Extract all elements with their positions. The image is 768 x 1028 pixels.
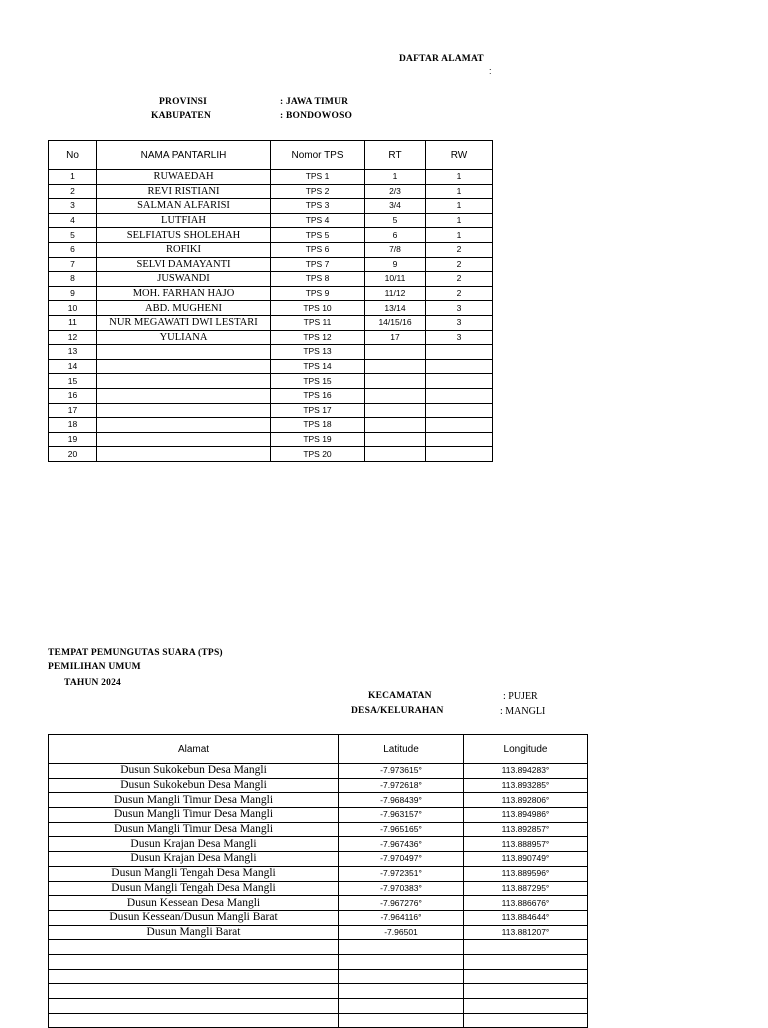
table-row bbox=[49, 954, 588, 969]
cell-tps: TPS 6 bbox=[271, 242, 365, 257]
cell-alamat: Dusun Mangli Timur Desa Mangli bbox=[49, 793, 339, 808]
cell-alamat bbox=[49, 1013, 339, 1028]
table-row bbox=[49, 272, 493, 287]
table-row bbox=[49, 330, 493, 345]
col-header-longitude: Longitude bbox=[464, 735, 588, 764]
cell-alamat: Dusun Kessean/Dusun Mangli Barat bbox=[49, 910, 339, 925]
cell-longitude: 113.894986° bbox=[464, 808, 588, 823]
cell-latitude bbox=[339, 940, 464, 955]
cell-alamat: Dusun Mangli Tengah Desa Mangli bbox=[49, 881, 339, 896]
cell-alamat bbox=[49, 969, 339, 984]
cell-longitude: 113.894283° bbox=[464, 764, 588, 779]
cell-no: 17 bbox=[49, 403, 97, 418]
cell-longitude: 113.893285° bbox=[464, 778, 588, 793]
cell-no: 6 bbox=[49, 242, 97, 257]
cell-rw: 3 bbox=[426, 315, 493, 330]
cell-no: 7 bbox=[49, 257, 97, 272]
desa-label: DESA/KELURAHAN bbox=[351, 706, 444, 716]
table-row bbox=[49, 793, 588, 808]
cell-latitude bbox=[339, 969, 464, 984]
kabupaten-label: KABUPATEN bbox=[151, 111, 212, 121]
cell-tps: TPS 4 bbox=[271, 213, 365, 228]
cell-rt: 11/12 bbox=[365, 286, 426, 301]
cell-alamat: Dusun Krajan Desa Mangli bbox=[49, 852, 339, 867]
table-row bbox=[49, 1013, 588, 1028]
cell-no: 11 bbox=[49, 315, 97, 330]
cell-latitude: -7.972351° bbox=[339, 866, 464, 881]
table-row bbox=[49, 257, 493, 272]
cell-tps: TPS 3 bbox=[271, 199, 365, 214]
cell-rt: 10/11 bbox=[365, 272, 426, 287]
cell-rw bbox=[426, 374, 493, 389]
table-row bbox=[49, 925, 588, 940]
cell-latitude bbox=[339, 1013, 464, 1028]
cell-rt: 3/4 bbox=[365, 199, 426, 214]
cell-longitude bbox=[464, 999, 588, 1014]
cell-tps: TPS 7 bbox=[271, 257, 365, 272]
cell-rw: 1 bbox=[426, 170, 493, 185]
table-row bbox=[49, 418, 493, 433]
table-row bbox=[49, 403, 493, 418]
cell-longitude bbox=[464, 969, 588, 984]
provinsi-label: PROVINSI bbox=[159, 97, 208, 107]
cell-nama bbox=[97, 388, 271, 403]
cell-rw: 2 bbox=[426, 257, 493, 272]
table-row bbox=[49, 432, 493, 447]
cell-nama: YULIANA bbox=[97, 330, 271, 345]
cell-rw bbox=[426, 345, 493, 360]
cell-rw: 1 bbox=[426, 199, 493, 214]
cell-longitude bbox=[464, 940, 588, 955]
cell-nama bbox=[97, 403, 271, 418]
cell-rw: 2 bbox=[426, 286, 493, 301]
table-row bbox=[49, 242, 493, 257]
cell-latitude: -7.972618° bbox=[339, 778, 464, 793]
col-header-latitude: Latitude bbox=[339, 735, 464, 764]
cell-rt: 13/14 bbox=[365, 301, 426, 316]
table-row bbox=[49, 447, 493, 462]
cell-nama bbox=[97, 345, 271, 360]
cell-alamat: Dusun Mangli Timur Desa Mangli bbox=[49, 822, 339, 837]
col-header-rw: RW bbox=[426, 141, 493, 170]
cell-no: 10 bbox=[49, 301, 97, 316]
cell-nama: SELFIATUS SHOLEHAH bbox=[97, 228, 271, 243]
cell-tps: TPS 16 bbox=[271, 388, 365, 403]
table-row bbox=[49, 896, 588, 911]
cell-rt bbox=[365, 403, 426, 418]
cell-latitude: -7.964116° bbox=[339, 910, 464, 925]
cell-rw: 1 bbox=[426, 213, 493, 228]
cell-latitude: -7.970383° bbox=[339, 881, 464, 896]
cell-nama: MOH. FARHAN HAJO bbox=[97, 286, 271, 301]
cell-nama bbox=[97, 432, 271, 447]
table-row bbox=[49, 359, 493, 374]
cell-no: 15 bbox=[49, 374, 97, 389]
cell-rw: 3 bbox=[426, 330, 493, 345]
cell-tps: TPS 1 bbox=[271, 170, 365, 185]
cell-tps: TPS 15 bbox=[271, 374, 365, 389]
section2-title-line1: TEMPAT PEMUNGUTAS SUARA (TPS) bbox=[48, 648, 223, 658]
cell-rt: 9 bbox=[365, 257, 426, 272]
cell-latitude: -7.967436° bbox=[339, 837, 464, 852]
cell-no: 8 bbox=[49, 272, 97, 287]
table-header-row bbox=[49, 735, 588, 764]
tps-location-table-body bbox=[49, 764, 588, 1028]
table-row bbox=[49, 388, 493, 403]
cell-nama bbox=[97, 418, 271, 433]
cell-rt bbox=[365, 447, 426, 462]
provinsi-value: : JAWA TIMUR bbox=[280, 97, 349, 107]
cell-nama bbox=[97, 447, 271, 462]
cell-nama: SALMAN ALFARISI bbox=[97, 199, 271, 214]
table-row bbox=[49, 170, 493, 185]
table-row bbox=[49, 764, 588, 779]
cell-latitude: -7.968439° bbox=[339, 793, 464, 808]
cell-rt bbox=[365, 432, 426, 447]
cell-rw: 1 bbox=[426, 228, 493, 243]
cell-tps: TPS 17 bbox=[271, 403, 365, 418]
cell-rw: 2 bbox=[426, 242, 493, 257]
cell-no: 14 bbox=[49, 359, 97, 374]
cell-tps: TPS 2 bbox=[271, 184, 365, 199]
table-row bbox=[49, 199, 493, 214]
cell-rt bbox=[365, 359, 426, 374]
cell-longitude: 113.888957° bbox=[464, 837, 588, 852]
cell-rt bbox=[365, 374, 426, 389]
cell-rt: 6 bbox=[365, 228, 426, 243]
kabupaten-value: : BONDOWOSO bbox=[280, 111, 353, 121]
cell-alamat bbox=[49, 954, 339, 969]
cell-tps: TPS 18 bbox=[271, 418, 365, 433]
cell-no: 1 bbox=[49, 170, 97, 185]
cell-alamat bbox=[49, 984, 339, 999]
cell-latitude: -7.965165° bbox=[339, 822, 464, 837]
cell-rt bbox=[365, 388, 426, 403]
cell-no: 3 bbox=[49, 199, 97, 214]
cell-rw bbox=[426, 418, 493, 433]
col-header-rt: RT bbox=[365, 141, 426, 170]
cell-rt: 1 bbox=[365, 170, 426, 185]
table-row bbox=[49, 984, 588, 999]
cell-rw bbox=[426, 359, 493, 374]
pantarlih-table-body bbox=[49, 170, 493, 462]
cell-longitude: 113.886676° bbox=[464, 896, 588, 911]
cell-nama: REVI RISTIANI bbox=[97, 184, 271, 199]
cell-no: 2 bbox=[49, 184, 97, 199]
cell-nama: NUR MEGAWATI DWI LESTARI bbox=[97, 315, 271, 330]
table-row bbox=[49, 184, 493, 199]
cell-rw: 1 bbox=[426, 184, 493, 199]
table-row bbox=[49, 374, 493, 389]
cell-nama: ROFIKI bbox=[97, 242, 271, 257]
table-row bbox=[49, 286, 493, 301]
cell-rt: 7/8 bbox=[365, 242, 426, 257]
table-row bbox=[49, 969, 588, 984]
col-header-no: No bbox=[49, 141, 97, 170]
cell-rw bbox=[426, 403, 493, 418]
cell-longitude: 113.887295° bbox=[464, 881, 588, 896]
cell-rt: 14/15/16 bbox=[365, 315, 426, 330]
cell-longitude: 113.892857° bbox=[464, 822, 588, 837]
cell-tps: TPS 14 bbox=[271, 359, 365, 374]
table-header-row bbox=[49, 141, 493, 170]
cell-latitude: -7.970497° bbox=[339, 852, 464, 867]
cell-rt bbox=[365, 418, 426, 433]
cell-longitude: 113.884644° bbox=[464, 910, 588, 925]
cell-nama: LUTFIAH bbox=[97, 213, 271, 228]
section2-title-line3: TAHUN 2024 bbox=[64, 678, 121, 688]
cell-tps: TPS 13 bbox=[271, 345, 365, 360]
cell-rw bbox=[426, 432, 493, 447]
cell-no: 12 bbox=[49, 330, 97, 345]
cell-alamat: Dusun Sukokebun Desa Mangli bbox=[49, 764, 339, 779]
cell-latitude bbox=[339, 999, 464, 1014]
cell-no: 9 bbox=[49, 286, 97, 301]
cell-longitude bbox=[464, 1013, 588, 1028]
cell-nama: ABD. MUGHENI bbox=[97, 301, 271, 316]
cell-tps: TPS 20 bbox=[271, 447, 365, 462]
pantarlih-table bbox=[48, 140, 493, 462]
tps-location-table bbox=[48, 734, 588, 1028]
cell-no: 5 bbox=[49, 228, 97, 243]
cell-tps: TPS 5 bbox=[271, 228, 365, 243]
table-row bbox=[49, 213, 493, 228]
table-row bbox=[49, 822, 588, 837]
table-row bbox=[49, 228, 493, 243]
kecamatan-value: : PUJER bbox=[503, 691, 538, 702]
cell-tps: TPS 19 bbox=[271, 432, 365, 447]
table-row bbox=[49, 837, 588, 852]
cell-latitude: -7.96501 bbox=[339, 925, 464, 940]
cell-tps: TPS 9 bbox=[271, 286, 365, 301]
cell-rw bbox=[426, 447, 493, 462]
cell-nama: JUSWANDI bbox=[97, 272, 271, 287]
table-row bbox=[49, 866, 588, 881]
cell-rt: 2/3 bbox=[365, 184, 426, 199]
cell-nama bbox=[97, 374, 271, 389]
section2-title-line2: PEMILIHAN UMUM bbox=[48, 662, 141, 672]
cell-latitude bbox=[339, 984, 464, 999]
cell-longitude: 113.881207° bbox=[464, 925, 588, 940]
table-row bbox=[49, 999, 588, 1014]
cell-longitude bbox=[464, 954, 588, 969]
document-title: DAFTAR ALAMAT bbox=[399, 54, 484, 64]
cell-no: 19 bbox=[49, 432, 97, 447]
cell-no: 20 bbox=[49, 447, 97, 462]
table-row bbox=[49, 910, 588, 925]
table-row bbox=[49, 808, 588, 823]
cell-tps: TPS 8 bbox=[271, 272, 365, 287]
cell-no: 18 bbox=[49, 418, 97, 433]
col-header-alamat: Alamat bbox=[49, 735, 339, 764]
cell-alamat: Dusun Krajan Desa Mangli bbox=[49, 837, 339, 852]
table-row bbox=[49, 852, 588, 867]
cell-rt: 5 bbox=[365, 213, 426, 228]
cell-no: 16 bbox=[49, 388, 97, 403]
cell-rt: 17 bbox=[365, 330, 426, 345]
cell-rw bbox=[426, 388, 493, 403]
cell-alamat: Dusun Sukokebun Desa Mangli bbox=[49, 778, 339, 793]
table-row bbox=[49, 940, 588, 955]
cell-tps: TPS 11 bbox=[271, 315, 365, 330]
cell-no: 13 bbox=[49, 345, 97, 360]
cell-alamat bbox=[49, 940, 339, 955]
cell-nama bbox=[97, 359, 271, 374]
cell-longitude bbox=[464, 984, 588, 999]
cell-longitude: 113.889596° bbox=[464, 866, 588, 881]
cell-latitude bbox=[339, 954, 464, 969]
cell-rt bbox=[365, 345, 426, 360]
cell-alamat: Dusun Mangli Tengah Desa Mangli bbox=[49, 866, 339, 881]
cell-nama: SELVI DAMAYANTI bbox=[97, 257, 271, 272]
cell-rw: 3 bbox=[426, 301, 493, 316]
cell-alamat: Dusun Mangli Barat bbox=[49, 925, 339, 940]
cell-tps: TPS 10 bbox=[271, 301, 365, 316]
cell-alamat: Dusun Kessean Desa Mangli bbox=[49, 896, 339, 911]
cell-longitude: 113.892806° bbox=[464, 793, 588, 808]
cell-tps: TPS 12 bbox=[271, 330, 365, 345]
col-header-tps: Nomor TPS bbox=[271, 141, 365, 170]
cell-rw: 2 bbox=[426, 272, 493, 287]
cell-latitude: -7.973615° bbox=[339, 764, 464, 779]
table-row bbox=[49, 315, 493, 330]
cell-latitude: -7.967276° bbox=[339, 896, 464, 911]
desa-value: : MANGLI bbox=[500, 706, 546, 717]
cell-alamat: Dusun Mangli Timur Desa Mangli bbox=[49, 808, 339, 823]
cell-nama: RUWAEDAH bbox=[97, 170, 271, 185]
table-row bbox=[49, 301, 493, 316]
cell-no: 4 bbox=[49, 213, 97, 228]
table-row bbox=[49, 345, 493, 360]
table-row bbox=[49, 778, 588, 793]
col-header-nama: NAMA PANTARLIH bbox=[97, 141, 271, 170]
kecamatan-label: KECAMATAN bbox=[368, 691, 432, 701]
cell-latitude: -7.963157° bbox=[339, 808, 464, 823]
title-colon: : bbox=[489, 66, 492, 76]
cell-longitude: 113.890749° bbox=[464, 852, 588, 867]
table-row bbox=[49, 881, 588, 896]
cell-alamat bbox=[49, 999, 339, 1014]
